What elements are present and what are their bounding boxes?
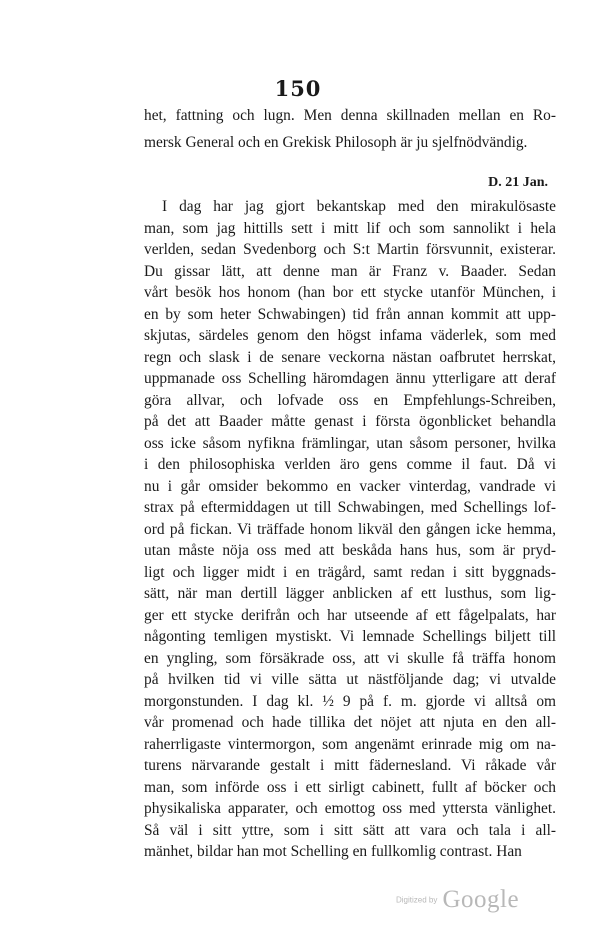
text-line: utan måste nöja oss med att beskåda hans hus, som är pryd-: [144, 542, 556, 559]
text-line: skjutas, särdeles genom den högst infama väderlek, som med: [144, 327, 556, 344]
text-line: man, som införde oss i ett sirligt cabinett, fullt af böcker och: [144, 778, 556, 796]
text-line: strax på eftermiddagen ut till Schwabingen, med Schellings lof-: [144, 499, 556, 516]
text-line: en by som heter Schwabingen) tid från annan kommit att upp-: [144, 305, 556, 323]
text-line: man, som jag hittills sett i mitt lif och som sannolikt i hela: [144, 219, 556, 237]
text-line: ord på fickan. Vi träffade honom likväl den gången icke hemma,: [144, 520, 556, 538]
text-line: het, fattning och lugn. Men denna skillnaden mellan en Ro-: [144, 107, 556, 124]
text-line: Du gissar lätt, att denne man är Franz v. Baader. Sedan: [144, 262, 556, 280]
text-line: vårt besök hos honom (han bor ett stycke utanför München, i: [144, 284, 556, 301]
text-line: oss icke såsom nyfikna främlingar, utan såsom personer, hvilka: [144, 434, 556, 452]
page-number: 150: [274, 76, 322, 101]
text-line: ger ett stycke derifrån och har utseende af ett fågelpalats, har: [144, 606, 556, 624]
text-line: physikaliska apparater, och emottog oss med yttersta vänlighet.: [144, 800, 556, 817]
text-line: göra allvar, och lofvade oss en Empfehlungs-Schreiben,: [144, 391, 556, 409]
text-line: på det att Baader måtte genast i första ögonblicket behandla: [144, 413, 556, 430]
text-line: Så väl i sitt yttre, som i sitt sätt att vara och tala i all-: [144, 821, 556, 839]
text-line: i den philosophiska verlden äro gens comme il faut. Då vi: [144, 456, 556, 473]
text-line: vår promenad och hade tillika det nöjet att njuta en den all-: [144, 714, 556, 731]
text-line: regn och slask i de senare veckorna nästan oafbrutet herrskat,: [144, 348, 556, 366]
digitized-by-google-watermark: [396, 886, 519, 914]
text-line: mänhet, bildar han mot Schelling en fullkomlig contrast. Han: [144, 843, 522, 860]
digitized-label: Digitized by: [396, 895, 438, 905]
text-line: på hvilken tid vi ville sätta ut nästföljande dag; vi utvalde: [144, 671, 556, 688]
text-line: sätt, när man dertill lägger anblicken af ett lusthus, som lig-: [144, 585, 556, 602]
google-logo: Google: [442, 886, 520, 913]
text-line: raherrligaste vintermorgon, som angenämt erinrade mig om na-: [144, 735, 556, 753]
text-line: uppmanade oss Schelling häromdagen ännu ytterligare att deraf: [144, 370, 556, 387]
text-line: turens närvarande gestalt i mitt fädernesland. Vi råkade vår: [144, 757, 556, 774]
text-line: ligt och ligger midt i en trägård, samt redan i sitt byggnads-: [144, 563, 556, 581]
text-line: morgonstunden. I dag kl. ½ 9 på f. m. gjorde vi alltså om: [144, 692, 556, 710]
text-line: verlden, sedan Svedenborg och S:t Martin försvunnit, existerar.: [144, 241, 556, 258]
text-line: nu i går omsider bekommo en vacker vinterdag, vandrade vi: [144, 477, 556, 495]
date-heading: D. 21 Jan.: [488, 175, 548, 190]
text-line: mersk General och en Grekisk Philosoph är ju sjelfnödvändig.: [144, 134, 528, 151]
text-line: en yngling, som försäkrade oss, att vi skulle få träffa honom: [144, 649, 556, 667]
text-line: I dag har jag gjort bekantskap med den mirakulösaste: [162, 198, 556, 215]
text-line: någonting temligen mystiskt. Vi lemnade Schellings biljett till: [144, 628, 556, 645]
